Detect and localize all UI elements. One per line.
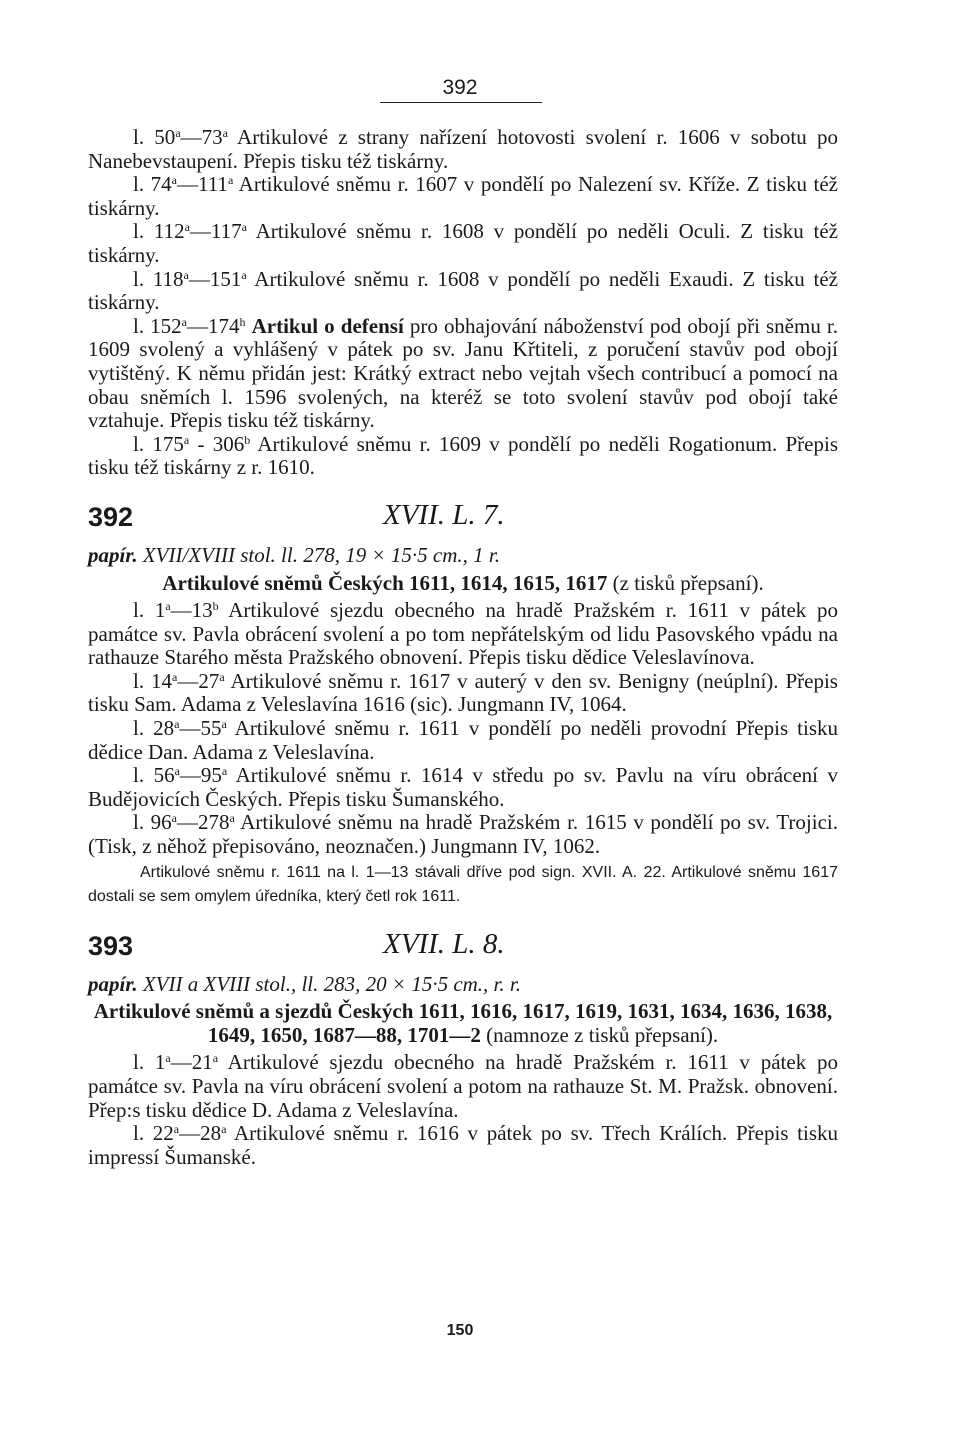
- folio-item: [88, 599, 838, 670]
- folio-start-sup: a: [173, 1122, 180, 1137]
- folio-start-sup: a: [174, 717, 180, 732]
- folio-item: [88, 717, 838, 764]
- entry-note: Artikulové sněmu r. 1611 na l. 1—13 stávali dříve pod sign. XVII. A. 22. Artikulové sněmu 1617 dostali se sem omylem úředníka, který četl rok 1611.: [88, 863, 838, 905]
- paper-description: [88, 973, 838, 997]
- range-separator: -: [189, 431, 213, 456]
- folio-end-sup: a: [241, 267, 247, 282]
- folio-end-sup: a: [219, 669, 225, 684]
- folio-item: [88, 268, 838, 315]
- folio-item: [88, 1122, 838, 1169]
- folio-end: 95: [200, 763, 222, 788]
- folio-start: l. 1: [133, 1050, 166, 1075]
- top-paragraphs: [88, 126, 838, 480]
- paper-details: XVII/XVIII stol. ll. 278, 19 × 15·5 cm., 1 r.: [137, 542, 500, 567]
- folio-start-sup: a: [174, 764, 180, 779]
- header-rule: [380, 102, 542, 103]
- folio-item: [88, 1051, 838, 1122]
- range-separator: —: [177, 668, 199, 693]
- folio-end-sup: a: [221, 717, 227, 732]
- folio-end-sup: b: [212, 599, 219, 614]
- folio-start: l. 112: [133, 219, 185, 244]
- folio-end: 278: [198, 810, 230, 835]
- folio-item: [88, 126, 838, 173]
- folio-start: l. 1: [133, 598, 166, 623]
- folio-end: 306: [212, 431, 245, 456]
- folio-start-sup: a: [172, 669, 178, 684]
- item-text: Artikulové sněmu r. 1617 v auterý v den sv. Benigny (neúplní). Přepis tisku Sam. Adama z Veleslavína 1616 (sic). Jungmann IV, 1064.: [88, 668, 838, 717]
- folio-start: l. 152: [133, 313, 182, 338]
- paper-label: papír.: [88, 542, 138, 567]
- folio-end: 21: [191, 1050, 213, 1075]
- entry-signature: XVII. L. 7.: [383, 498, 505, 531]
- range-separator: —: [179, 763, 201, 788]
- item-text: Artikulové sněmu r. 1611 v pondělí po neděli provodní Přepis tisku dědice Dan. Adama z Veleslavína.: [88, 716, 838, 764]
- folio-end-sup: a: [222, 126, 228, 140]
- folio-start-sup: a: [184, 220, 190, 235]
- folio-item: [88, 173, 838, 220]
- entry-393-items: [88, 1051, 838, 1169]
- entry-title: [88, 1000, 838, 1047]
- folio-end-sup: b: [244, 432, 251, 447]
- folio-end-sup: h: [239, 314, 246, 329]
- range-separator: —: [187, 313, 208, 338]
- item-text: Artikulové sněmu r. 1616 v pátek po sv. Třech Králích. Přepis tisku impressí Šumanské.: [88, 1121, 838, 1169]
- item-text: pro obhajování náboženství pod obojí při sněmu r. 1609 svolený a vyhlášený v pátek po sv. Janu Křtiteli, z poručení stavův pod obojí vytištěný. K němu přidán jest: Krátký extract nebo vejtah všech contribucí a pomocí na obau sněmích l. 1596 svolených, na kteréž se toto svolení stavův pod obojí také vztahuje. Přepis tisku též tiskárny.: [88, 313, 838, 433]
- folio-start: l. 50: [133, 125, 176, 149]
- folio-item: [88, 764, 838, 811]
- folio-start: l. 118: [133, 266, 184, 291]
- folio-end: 73: [201, 125, 223, 149]
- item-text: Artikulové sněmu r. 1607 v pondělí po Nalezení sv. Kříže. Z tisku též tiskárny.: [88, 172, 838, 220]
- entry-title-bold: Artikulové sněmů Českých 1611, 1614, 1615, 1617: [162, 570, 608, 595]
- folio-end: 111: [197, 172, 228, 197]
- folio-end: 151: [209, 266, 242, 291]
- folio-start: l. 22: [133, 1121, 174, 1146]
- folio-item: [88, 811, 838, 858]
- folio-start-sup: a: [183, 267, 189, 282]
- folio-end: 55: [200, 716, 222, 741]
- entry-signature: XVII. L. 8.: [383, 927, 505, 960]
- folio-end-sup: a: [221, 1122, 227, 1137]
- entry-title: [88, 572, 838, 596]
- range-separator: —: [179, 1121, 201, 1146]
- page-number-footer: 150: [446, 1322, 474, 1339]
- entry-392-heading: [88, 498, 838, 542]
- item-text: Artikulové sněmu r. 1609 v pondělí po neděli Rogationum. Přepis tisku též tiskárny z r. 1610.: [88, 431, 838, 480]
- folio-start-sup: a: [165, 599, 171, 614]
- folio-end-sup: a: [221, 764, 228, 779]
- folio-start-sup: a: [175, 126, 181, 140]
- folio-end-sup: a: [212, 1051, 219, 1066]
- range-separator: —: [177, 810, 198, 835]
- folio-end: 27: [198, 668, 220, 693]
- folio-start-sup: a: [171, 811, 177, 826]
- range-separator: —: [188, 266, 210, 291]
- paper-description: [88, 544, 838, 568]
- range-separator: —: [176, 172, 198, 197]
- range-separator: —: [170, 598, 192, 623]
- entry-title-tail: (z tisků přepsaní).: [607, 570, 764, 595]
- folio-end: 174: [208, 313, 240, 338]
- paper-details: XVII a XVIII stol., ll. 283, 20 × 15·5 cm., r. r.: [137, 971, 521, 996]
- entry-392-items: [88, 599, 838, 859]
- item-text: Artikulové sněmu r. 1608 v pondělí po neděli Oculi. Z tisku též tiskárny.: [88, 219, 838, 267]
- folio-start-sup: a: [165, 1051, 171, 1066]
- folio-item: [88, 433, 838, 480]
- page-number-header: 392: [442, 76, 478, 99]
- range-separator: —: [180, 125, 202, 149]
- folio-start-sup: a: [181, 314, 187, 329]
- entry-title-tail: (namnoze z tisků přepsaní).: [480, 1022, 719, 1047]
- folio-item: [88, 315, 838, 433]
- folio-start: l. 14: [133, 668, 173, 693]
- folio-start: l. 74: [133, 172, 172, 197]
- entry-393-heading: [88, 927, 838, 971]
- entry-title-bold: Artikulové sněmů a sjezdů Českých 1611, 1616, 1617, 1619, 1631, 1634, 1636, 1638, 1649, 1650, 1687—88, 1701—2: [93, 999, 833, 1047]
- item-text: Artikulové sněmu na hradě Pražském r. 1615 v pondělí po sv. Trojici. (Tisk, z něhož přepisováno, neoznačen.) Jungmann IV, 1062.: [88, 810, 838, 859]
- paper-label: papír.: [88, 971, 138, 996]
- item-bold-title: Artikul o defensí: [251, 313, 404, 338]
- entry-number: 393: [88, 930, 134, 961]
- folio-end: 117: [210, 219, 242, 244]
- item-text: Artikulové sněmu r. 1614 v středu po sv. Pavlu na víru obrácení v Budějovicích Českých. Přepis tisku Šumanského.: [88, 763, 838, 811]
- range-separator: —: [189, 219, 211, 244]
- folio-item: [88, 220, 838, 267]
- item-text: Artikulové sjezdu obecného na hradě Pražském r. 1611 v pátek po památce sv. Pavla na víru obrácení svolení a potom na rathauze St. M. Pražsk. obnovení. Přep:s tisku dědice D. Adama z Veleslavína.: [88, 1050, 838, 1122]
- folio-end-sup: a: [229, 811, 235, 826]
- folio-item: [88, 670, 838, 717]
- item-text: Artikulové sjezdu obecného na hradě Pražském r. 1611 v pátek po památce sv. Pavla obrácení svolení a po tom nepřátelským od lidu Pasovského vpádu na rathauze Starého města Pražského obnovení. Přepis tisku dědice Veleslavínova.: [88, 598, 838, 670]
- item-text: Artikulové sněmu r. 1608 v pondělí po neděli Exaudi. Z tisku též tiskárny.: [88, 266, 838, 315]
- folio-start: l. 28: [133, 716, 175, 741]
- folio-start: l. 96: [133, 810, 172, 835]
- folio-end-sup: a: [227, 173, 234, 188]
- folio-start: l. 56: [133, 763, 175, 788]
- folio-end: 28: [200, 1121, 222, 1146]
- item-text: Artikulové z strany nařízení hotovosti svolení r. 1606 v sobotu po Nanebevstaupení. Přepis tisku též tiskárny.: [88, 125, 838, 173]
- folio-end: 13: [191, 598, 213, 623]
- page-body: [88, 126, 838, 1169]
- folio-start: l. 175: [133, 431, 184, 456]
- range-separator: —: [179, 716, 201, 741]
- folio-start-sup: a: [183, 432, 190, 447]
- range-separator: —: [170, 1050, 192, 1075]
- entry-number: 392: [88, 501, 134, 532]
- folio-start-sup: a: [171, 173, 177, 188]
- folio-end-sup: a: [241, 220, 247, 235]
